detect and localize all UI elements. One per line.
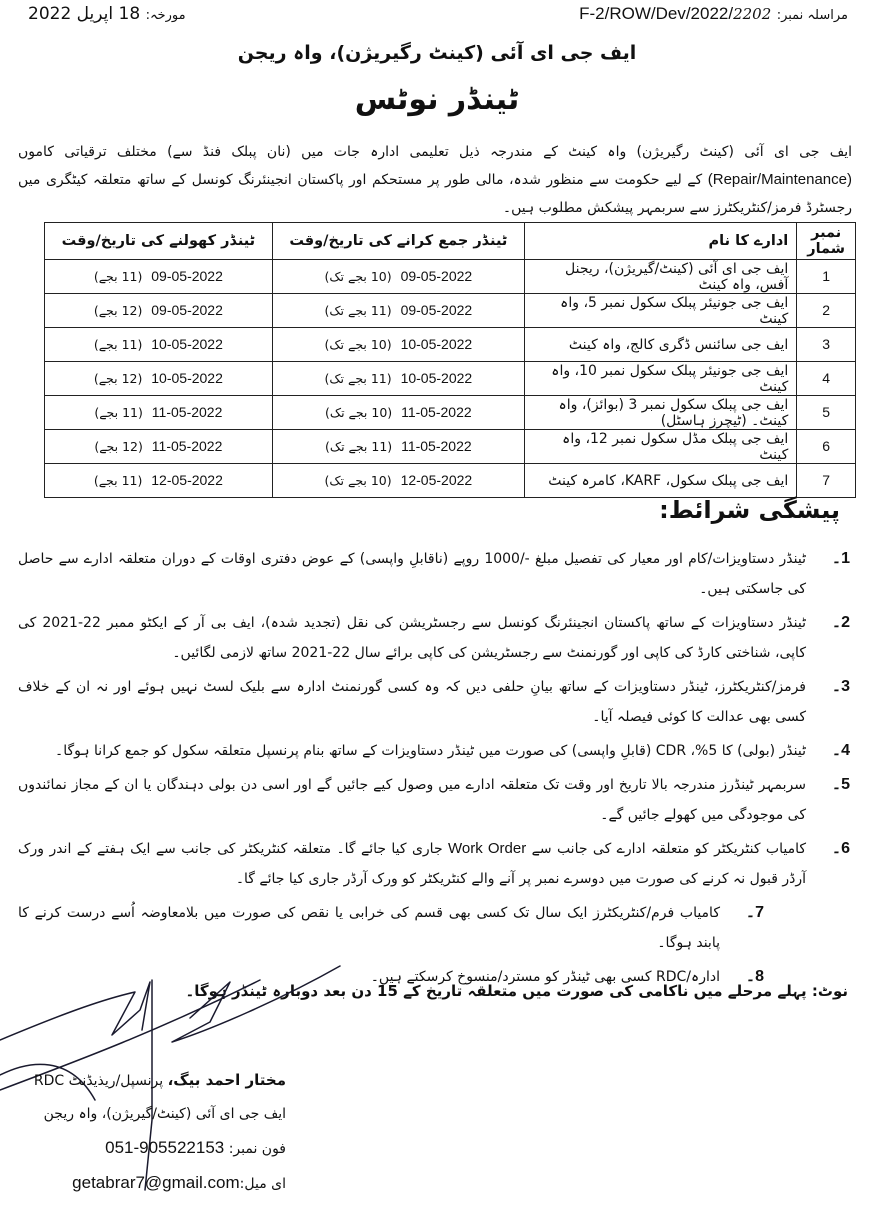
cell-submission xyxy=(272,464,524,498)
condition-text: فرمز/کنٹریکٹرز، ٹینڈر دستاویزات کے ساتھ بیانِ حلفی دیں کہ وہ کسی گورنمنٹ ادارہ سے بلیک لسٹ نہیں ہوئے اور نہ ان کے خلاف کسی بھی عدالت کا کوئی فیصلہ آیا۔ xyxy=(18,679,806,725)
reference-block xyxy=(579,4,848,24)
date-value: 18 اپریل 2022 xyxy=(28,4,141,24)
intro-part2: کے لیے حکومت سے منظور شدہ، مالی طور پر مستحکم اور پاکستان انجینئرنگ کونسل کے ساتھ متعلقہ کیٹگری میں رجسٹرڈ فرمز/کنٹریکٹرز سے سربمہر پیشکش مطلوب ہیں۔ xyxy=(18,172,852,216)
table-row xyxy=(45,260,856,294)
cell-submission xyxy=(272,294,524,328)
submission-time: (10 بجے تک) xyxy=(324,337,392,352)
condition-text-after: جاری کیا جائے گا۔ متعلقہ کنٹریکٹر کی جانب سے ایک ہفتے کے اندر ورک آرڈر قبول نہ کرنے کی صورت میں دوسرے نمبر پر آنے والے کنٹریکٹر کو ورک آرڈر جاری کیا جائے گا۔ xyxy=(18,841,806,887)
submission-time: (11 بجے تک) xyxy=(325,439,393,454)
submission-date: 09-05-2022 xyxy=(400,302,473,318)
cell-opening xyxy=(45,294,273,328)
serial-number: 4 xyxy=(822,370,831,386)
signatory-name-line xyxy=(33,1064,286,1098)
opening-date: 11-05-2022 xyxy=(151,404,223,420)
signatory-designation: پرنسپل/ریذیڈنٹ RDC xyxy=(33,1073,164,1089)
email-line xyxy=(40,1166,286,1201)
condition-item xyxy=(18,672,850,732)
phone-label: فون نمبر: xyxy=(228,1141,286,1157)
email-address: getabrar7@gmail.com xyxy=(72,1173,240,1192)
condition-text-before: کامیاب کنٹریکٹر کو متعلقہ ادارے کی جانب سے xyxy=(531,841,807,857)
condition-text: ٹینڈر (بولی) کا 5%، CDR (قابلِ واپسی) کی صورت میں ٹینڈر دستاویزات کے ساتھ بنام پرنسپل متعلقہ سکول کو جمع کرانا ہوگا۔ xyxy=(55,743,806,759)
table-row xyxy=(45,294,856,328)
cell-submission xyxy=(272,260,524,294)
table-body xyxy=(45,260,856,498)
condition-number: 8۔ xyxy=(745,968,764,985)
cell-serial xyxy=(797,396,856,430)
header-institution: ادارے کا نام xyxy=(524,223,796,260)
header-opening: ٹینڈر کھولنے کی تاریخ/وقت xyxy=(45,223,273,260)
serial-number: 3 xyxy=(822,336,831,352)
serial-number: 1 xyxy=(822,268,831,284)
cell-institution: ایف جی پبلک مڈل سکول نمبر 12، واہ کینٹ xyxy=(524,430,796,464)
intro-english: (Repair/Maintenance) xyxy=(707,171,852,188)
cell-institution: ایف جی جونیئر پبلک سکول نمبر 10، واہ کینٹ xyxy=(524,362,796,396)
serial-number: 6 xyxy=(822,438,831,454)
cell-opening xyxy=(45,260,273,294)
opening-time: (12 بجے) xyxy=(93,371,143,386)
cell-serial xyxy=(797,464,856,498)
reference-handwritten: 2202 xyxy=(733,5,772,23)
condition-number: 7۔ xyxy=(745,904,764,921)
cell-institution: ایف جی پبلک سکول، KARF، کامرہ کینٹ xyxy=(524,464,796,498)
condition-number: 4۔ xyxy=(831,742,850,759)
conditions-title: پیشگی شرائط: xyxy=(659,496,840,524)
opening-date: 12-05-2022 xyxy=(151,472,223,488)
signature-stroke xyxy=(172,966,340,1042)
cell-opening xyxy=(45,430,273,464)
submission-time: (11 بجے تک) xyxy=(324,371,392,386)
intro-part1: ایف جی ای آئی (کینٹ رگیریژن) واہ کینٹ کے مندرجہ ذیل تعلیمی ادارہ جات میں (نان پبلک فنڈ سے) مختلف ترقیاتی کاموں xyxy=(18,144,852,160)
note: نوٹ: پہلے مرحلے میں ناکامی کی صورت میں متعلقہ تاریخ کے 15 دن بعد دوبارہ ٹینڈر ہوگا۔ xyxy=(185,982,848,1000)
cell-submission xyxy=(272,328,524,362)
header-serial: نمبر شمار xyxy=(797,223,856,260)
opening-time: (11 بجے) xyxy=(93,337,143,352)
condition-text: سربمہر ٹینڈرز مندرجہ بالا تاریخ اور وقت تک متعلقہ ادارے میں وصول کیے جائیں گے اور اسی دن بولی دہندگان یا ان کے مجاز نمائندوں کی موجودگی میں کھولے جائیں گے۔ xyxy=(18,777,806,823)
cell-institution: ایف جی پبلک سکول نمبر 3 (بوائز)، واہ کینٹ۔ (ٹیچرز ہاسٹل) xyxy=(524,396,796,430)
submission-date: 12-05-2022 xyxy=(400,472,473,488)
condition-text: ادارہ/RDC کسی بھی ٹینڈر کو مسترد/منسوخ کرسکتے ہیں۔ xyxy=(370,969,720,985)
condition-text: ٹینڈر دستاویزات/کام اور معیار کی تفصیل مبلغ -/1000 روپے (ناقابلِ واپسی) کے عوض دفتری اوقات کے دوران متعلقہ ادارے سے حاصل کی جاسکتی ہیں۔ xyxy=(18,551,806,597)
condition-number: 3۔ xyxy=(831,678,850,695)
cell-serial xyxy=(797,260,856,294)
cell-opening xyxy=(45,328,273,362)
date-label: مورخہ: xyxy=(145,8,186,23)
cell-institution: ایف جی سائنس ڈگری کالج، واہ کینٹ xyxy=(524,328,796,362)
serial-number: 5 xyxy=(822,404,831,420)
cell-institution: ایف جی جونیئر پبلک سکول نمبر 5، واہ کینٹ xyxy=(524,294,796,328)
cell-serial xyxy=(797,294,856,328)
condition-item xyxy=(18,770,850,830)
condition-number: 5۔ xyxy=(831,776,850,793)
submission-date: 09-05-2022 xyxy=(400,268,473,284)
condition-text: ٹینڈر دستاویزات کے ساتھ پاکستان انجینئرنگ کونسل سے رجسٹریشن کی نقل (تجدید شدہ)، ایف بی آر کے ایکٹو ممبر 22-2021 کی کاپی، شناختی کارڈ کی کاپی اور گورنمنٹ سے رجسٹریشن کی کاپی برائے سال 22-2021 ساتھ لازمی لگائیں۔ xyxy=(18,615,806,661)
reference-value: F-2/ROW/Dev/2022/ xyxy=(579,4,734,23)
submission-time: (11 بجے تک) xyxy=(324,303,392,318)
condition-number: 2۔ xyxy=(831,614,850,631)
opening-time: (12 بجے) xyxy=(94,439,143,454)
table-row xyxy=(45,396,856,430)
phone-line xyxy=(40,1131,286,1166)
condition-item xyxy=(18,736,850,766)
table-row xyxy=(45,464,856,498)
condition-text: کامیاب فرم/کنٹریکٹرز ایک سال تک کسی بھی قسم کی خرابی یا نقص کی صورت میں بلامعاوضہ اُسے درست کرنے کا پابند ہوگا۔ xyxy=(18,905,720,951)
intro-paragraph xyxy=(18,138,852,222)
table-header-row xyxy=(45,223,856,260)
submission-time: (10 بجے تک) xyxy=(324,269,392,284)
submission-date: 10-05-2022 xyxy=(400,370,473,386)
submission-time: (10 بجے تک) xyxy=(324,473,392,488)
signatory-name: مختار احمد بیگ، xyxy=(167,1071,286,1089)
submission-date: 11-05-2022 xyxy=(401,438,472,454)
submission-date: 11-05-2022 xyxy=(401,404,472,420)
condition-number: 6۔ xyxy=(831,840,850,857)
signature-stroke xyxy=(0,982,150,1040)
phone-number: 051-905522153 xyxy=(105,1138,225,1157)
opening-time: (11 بجے) xyxy=(93,473,143,488)
opening-time: (11 بجے) xyxy=(93,269,143,284)
condition-english: Work Order xyxy=(448,840,527,857)
submission-date: 10-05-2022 xyxy=(400,336,473,352)
cell-submission xyxy=(272,362,524,396)
notice-title: ٹینڈر نوٹس xyxy=(354,82,520,117)
reference-label: مراسلہ نمبر: xyxy=(776,8,848,23)
cell-submission xyxy=(272,430,524,464)
condition-item xyxy=(18,608,850,668)
opening-date: 09-05-2022 xyxy=(151,268,223,284)
opening-date: 11-05-2022 xyxy=(151,438,223,454)
condition-item xyxy=(18,544,850,604)
serial-number: 7 xyxy=(822,472,831,488)
cell-opening xyxy=(45,362,273,396)
opening-date: 10-05-2022 xyxy=(151,370,223,386)
condition-number: 1۔ xyxy=(831,550,850,567)
table-row xyxy=(45,328,856,362)
date-block xyxy=(28,4,186,24)
table-row xyxy=(45,362,856,396)
signatory-block xyxy=(33,1064,286,1201)
serial-number: 2 xyxy=(822,302,831,318)
cell-opening xyxy=(45,464,273,498)
reference-number xyxy=(579,4,771,23)
submission-time: (10 بجے تک) xyxy=(325,405,393,420)
condition-item xyxy=(18,834,850,894)
cell-serial xyxy=(797,362,856,396)
organization-title: ایف جی ای آئی (کینٹ رگیریژن)، واہ ریجن xyxy=(237,42,637,64)
header-submission: ٹینڈر جمع کرانے کی تاریخ/وقت xyxy=(272,223,524,260)
cell-opening xyxy=(45,396,273,430)
email-label: ای میل: xyxy=(239,1176,286,1192)
cell-institution: ایف جی ای آئی (کینٹ/گیریژن)، ریجنل آفس، واہ کینٹ xyxy=(524,260,796,294)
opening-date: 10-05-2022 xyxy=(151,336,223,352)
cell-serial xyxy=(797,430,856,464)
table-row xyxy=(45,430,856,464)
cell-submission xyxy=(272,396,524,430)
opening-time: (12 بجے) xyxy=(93,303,143,318)
signatory-organization: ایف جی ای آئی (کینٹ/گیریژن)، واہ ریجن xyxy=(43,1106,286,1122)
opening-date: 09-05-2022 xyxy=(151,302,223,318)
cell-serial xyxy=(797,328,856,362)
opening-time: (11 بجے) xyxy=(94,405,143,420)
tender-table xyxy=(44,222,856,498)
